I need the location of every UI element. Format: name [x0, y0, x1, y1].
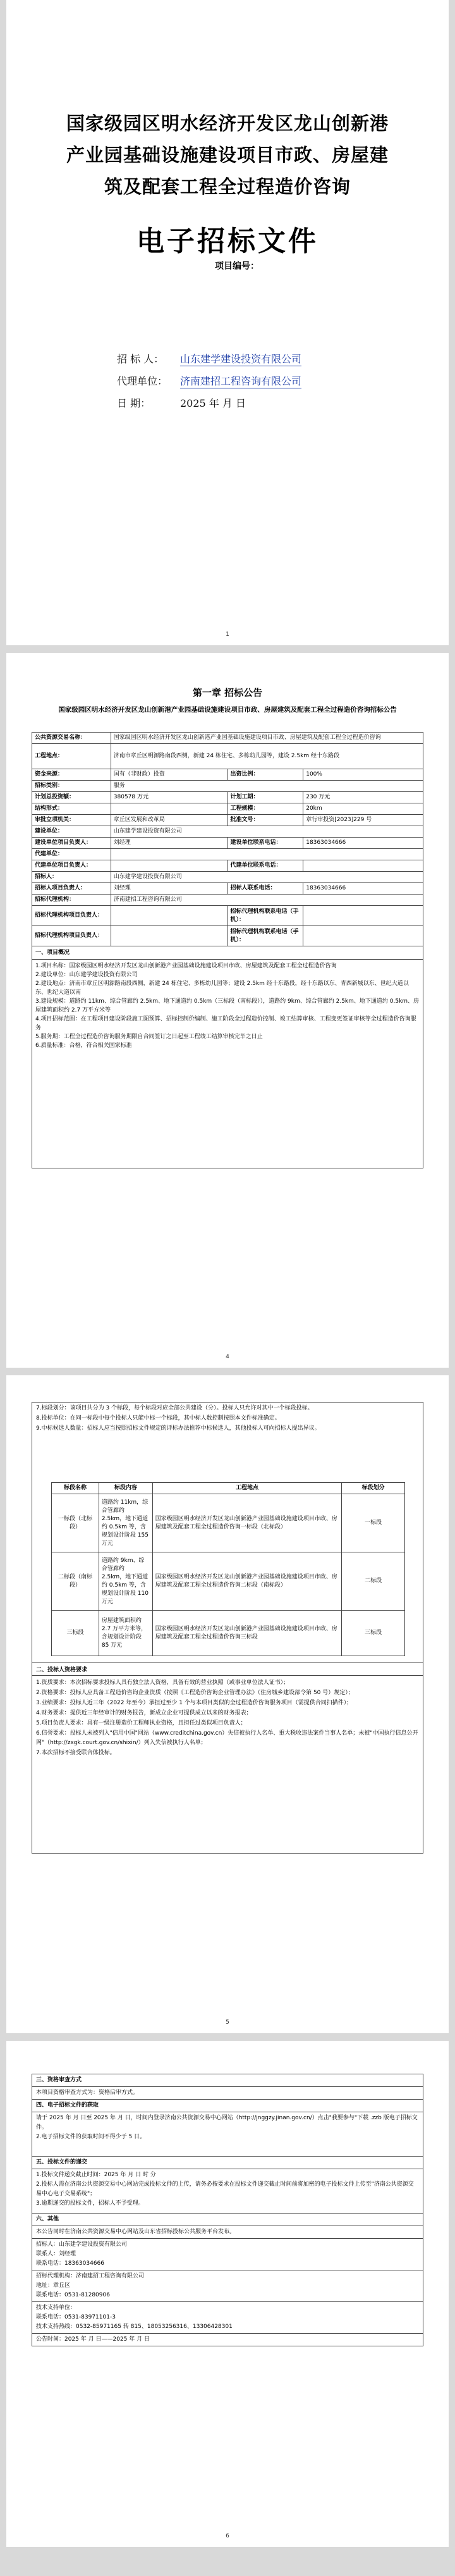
- table-cell: 代建单位项目负责人：: [32, 860, 111, 872]
- agent-line: [117, 373, 301, 388]
- overview-item: 1.项目名称：国家级园区明水经济开发区龙山创新港产业园基础设施建设项目市政、房屋建筑及配套工程全过程造价咨询: [35, 963, 337, 969]
- table-header: 标段名称: [52, 1483, 99, 1494]
- table-cell: 建设单位项目负责人：: [32, 838, 111, 849]
- table-row: [32, 895, 423, 906]
- table-cell: 道路约 11km，综合管廊约 2.5km，地下通道约 0.5km 等，含规划设计阶段 155 万元: [99, 1494, 152, 1552]
- table-cell: 20km: [303, 803, 423, 815]
- table-row: [32, 838, 423, 849]
- table-cell: 一标段: [342, 1494, 405, 1552]
- table-cell: 济南建招工程咨询有限公司: [111, 895, 423, 906]
- contact-line: 招标人：山东建学建设投资有限公司: [36, 2241, 128, 2248]
- sec6-body: 本公告同时在济南公共资源交易中心网站及山东省招标投标公共服务平台发布。: [32, 2226, 423, 2239]
- table-cell: 章丘区发展和改革局: [111, 815, 228, 826]
- sec3-body: 本项目资格审查方式为：资格后审方式。: [32, 2087, 423, 2100]
- table-row: [32, 883, 423, 895]
- document-title: 电子招标文件: [136, 225, 318, 257]
- tenderer-label: 招 标 人：: [117, 353, 164, 365]
- contact-agent: [32, 2270, 423, 2302]
- lots-table: [51, 1482, 405, 1656]
- lots-intro: [32, 1403, 423, 1478]
- table-cell: 国家级园区明水经济开发区龙山创新港产业园基础设施建设项目市政、房屋建筑及配套工程全过程造价咨询一标段（北标段）: [152, 1494, 341, 1552]
- date-value: 2025 年 月 日: [180, 397, 246, 409]
- table-cell: 招标代理机构联系电话（手机）：: [228, 906, 303, 926]
- table-cell: 招标人：: [32, 872, 111, 883]
- chapter-title: 第一章 招标公告: [192, 687, 263, 698]
- table-cell: 批准文号：: [228, 815, 303, 826]
- table-cell: 一标段（北标段）: [52, 1494, 99, 1552]
- table-cell: [111, 926, 228, 946]
- tenderer-value: 山东建学建设投资有限公司: [180, 353, 302, 365]
- page-number: 1: [226, 631, 229, 638]
- sec5-item: 1.投标文件递交截止时间：2025 年 月 日 时 分: [36, 2172, 156, 2178]
- procedure-page: [6, 2041, 449, 2547]
- table-header: 标段划分: [342, 1483, 405, 1494]
- project-info-table: [32, 732, 423, 1168]
- contact-line: 技术支持热线：0532-85971165 转 815、18053256316、13306428301: [36, 2324, 233, 2330]
- table-cell: 招标人联系电话：: [228, 883, 303, 895]
- contact-line: 联系电话：0531-81280906: [36, 2292, 110, 2298]
- contact-line: 联系电话：0531-83971101-3: [36, 2314, 116, 2320]
- table-row: [32, 926, 423, 946]
- table-row: [52, 1494, 405, 1552]
- table-row: [32, 826, 423, 838]
- table-cell: 380578 万元: [111, 792, 228, 803]
- sec5-body: [32, 2169, 423, 2214]
- table-row: [32, 860, 423, 872]
- sec4-body: [32, 2112, 423, 2157]
- table-cell: [111, 849, 423, 860]
- table-cell: 230 万元: [303, 792, 423, 803]
- table-cell: [303, 906, 423, 926]
- table-cell: 二标段（南标段）: [52, 1552, 99, 1611]
- overview-item: 6.质量标准：合格，符合相关国家标准: [35, 1043, 132, 1049]
- tenderer-line: [117, 351, 301, 366]
- table-cell: [111, 906, 228, 926]
- table-cell: 建设单位：: [32, 826, 111, 838]
- table-cell: 代建单位：: [32, 849, 111, 860]
- project-number-label: 项目编号：: [215, 261, 259, 271]
- table-cell: 招标人项目负责人：: [32, 883, 111, 895]
- sec5-item: 2.投标人需在济南公共资源交易中心网站完成投标文件的上传，请务必按要求在投标文件递交截止时间前将加密的电子投标文件上传至"济南公共资源交易中心电子交易系统"；: [36, 2181, 414, 2197]
- table-cell: 招标代理机构：: [32, 895, 111, 906]
- table-cell: 公共资源交易名称：: [32, 733, 111, 744]
- contact-line: 联系电话：18363034666: [36, 2260, 104, 2267]
- date-label: 日 期：: [117, 397, 151, 409]
- publish-time: 公告时间：2025 年 月 日——2025 年 月 日: [32, 2334, 423, 2346]
- contact-line: 招标代理机构：济南建招工程咨询有限公司: [36, 2273, 145, 2279]
- contact-line: 联系人：刘经理: [36, 2251, 76, 2257]
- overview-body: [32, 960, 423, 1168]
- table-cell: 审批立项机关：: [32, 815, 111, 826]
- table-header: 标段内容: [99, 1483, 152, 1494]
- table-cell: [303, 860, 423, 872]
- table-cell: 招标代理机构项目负责人：: [32, 906, 111, 926]
- table-cell: 国家级园区明水经济开发区龙山创新港产业园基础设施建设项目市政、房屋建筑及配套工程全过程造价咨询三标段: [152, 1611, 341, 1656]
- notice-subtitle: 国家级园区明水经济开发区龙山创新港产业园基础设施建设项目市政、房屋建筑及配套工程全过程造价咨询招标公告: [58, 706, 397, 714]
- table-cell: 房屋建筑面积约 2.7 万平方米等，含规划设计阶段 85 万元: [99, 1611, 152, 1656]
- table-row: [32, 803, 423, 815]
- agent-label: 代理单位：: [117, 375, 168, 387]
- table-cell: 刘经理: [111, 838, 228, 849]
- table-row: [32, 744, 423, 769]
- table-row: [32, 906, 423, 926]
- requirement-item: 5.项目负责人要求：具有一级注册造价工程师执业资格，且担任过类似项目负责人；: [36, 1720, 246, 1726]
- table-cell: 章行审投资[2023]229 号: [303, 815, 423, 826]
- table-cell: 招标代理机构项目负责人：: [32, 926, 111, 946]
- table-cell: 服务: [111, 781, 423, 792]
- table-cell: [111, 803, 228, 815]
- page-number: 5: [226, 2019, 229, 2026]
- table-cell: 山东建学建设投资有限公司: [111, 872, 423, 883]
- table-cell: 工程规模：: [228, 803, 303, 815]
- table-cell: 刘经理: [111, 883, 228, 895]
- contact-line: 地址：章丘区: [36, 2282, 71, 2289]
- cover-project-title: 国家级园区明水经济开发区龙山创新港产业园基础设施建设项目市政、房屋建筑及配套工程全过程造价咨询: [66, 113, 389, 197]
- sec4-title: 四、电子招标文件的获取: [32, 2100, 423, 2112]
- table-cell: [303, 926, 423, 946]
- date-line: [117, 395, 246, 410]
- table-cell: 代建单位联系电话：: [228, 860, 303, 872]
- table-row: [32, 872, 423, 883]
- table-cell: 建设单位联系电话：: [228, 838, 303, 849]
- requirements-title: 二、投标人资格要求: [32, 1663, 423, 1676]
- intro-item: 7.标段划分：该项目共分为 3 个标段，每个标段对应全部公共建设（分）。投标人只允许对其中一个标段投标。: [36, 1405, 313, 1411]
- page-number: 6: [226, 2533, 229, 2539]
- contact-support: [32, 2302, 423, 2334]
- contact-line: 技术支持单位：: [36, 2305, 76, 2311]
- overview-item: 4.项目招标范围：在工程项目建设阶段施工图预算、招标控制价编制、施工阶段全过程造价控制、竣工结算审核、工程变更签证审核等全过程造价咨询服务: [35, 1016, 416, 1031]
- table-cell: 100%: [303, 769, 423, 781]
- table-row: [32, 781, 423, 792]
- sec5-title: 五、投标文件的递交: [32, 2157, 423, 2169]
- contact-tenderer: [32, 2239, 423, 2270]
- requirements-body: [32, 1676, 423, 1853]
- overview-section: [32, 946, 423, 960]
- requirement-item: 6.信誉要求：投标人未被列入"信用中国"网站（www.creditchina.gov.cn）失信被执行人名单、重大税收违法案件当事人名单；未被"中国执行信息公开网"（http://zxgk.court.gov.cn/shixin/）列入失信被执行人名单；: [36, 1730, 418, 1746]
- table-header-row: [52, 1483, 405, 1494]
- table-row: [52, 1552, 405, 1611]
- table-cell: 二标段: [342, 1552, 405, 1611]
- table-cell: 结构形式：: [32, 803, 111, 815]
- table-cell: 国家级园区明水经济开发区龙山创新港产业园基础设施建设项目市政、房屋建筑及配套工程全过程造价咨询: [111, 733, 423, 744]
- table-cell: 国有（非财政）投资: [111, 769, 228, 781]
- requirement-item: 1.资质要求：本次招标要求投标人具有独立法人资格，具备有效的营业执照（或事业单位法人证书）；: [36, 1680, 289, 1686]
- table-header: 工程地点: [152, 1483, 341, 1494]
- table-row: [32, 815, 423, 826]
- table-cell: 计划工期：: [228, 792, 303, 803]
- table-cell: 道路约 9km、综合管廊约 2.5km，地下通道约 0.5km 等，含规划设计阶段 110 万元: [99, 1552, 152, 1611]
- table-cell: 资金来源：: [32, 769, 111, 781]
- intro-item: 8.投标单位：在同一标段中每个投标人只能中标一个标段，其中标人数控制按照本文件标准确定。: [36, 1415, 281, 1421]
- table-cell: 三标段: [52, 1611, 99, 1656]
- requirement-item: 7.本次招标不接受联合体投标。: [36, 1750, 116, 1756]
- requirement-item: 4.财务要求：提供近三年经审计的财务报告，新成立企业可提供成立以来的财务报表；: [36, 1710, 252, 1716]
- overview-item: 2.建设单位：山东建学建设投资有限公司: [35, 972, 138, 978]
- intro-item: 9.中标候选人数量：招标人应当按照招标文件规定的评标办法推荐中标候选人，其他投标人可向招标人提出异议。: [36, 1425, 320, 1432]
- table-cell: 山东建学建设投资有限公司: [111, 826, 423, 838]
- sec3-title: 三、资格审查方式: [32, 2074, 423, 2087]
- sec4-item: 请于 2025 年 月 日至 2025 年 月 日，时间内登录济南公共资源交易中心网站（http://jnggzy.jinan.gov.cn/）点击"我要参与"下载 .zzb 版电子招标文件。: [36, 2115, 418, 2131]
- table-cell: 招标类别：: [32, 781, 111, 792]
- cover-page: [6, 0, 449, 645]
- procedure-frame: [32, 2074, 423, 2346]
- table-cell: 计划总投资额：: [32, 792, 111, 803]
- sec4-item: 2.电子招标文件的获取时间不得少于 5 日。: [36, 2134, 146, 2140]
- table-cell: [111, 860, 228, 872]
- table-cell: 国家级园区明水经济开发区龙山创新港产业园基础设施建设项目市政、房屋建筑及配套工程全过程造价咨询二标段（南标段）: [152, 1552, 341, 1611]
- table-cell: 三标段: [342, 1611, 405, 1656]
- table-row: [52, 1611, 405, 1656]
- table-row: [32, 849, 423, 860]
- overview-item: 5.服务期：工程全过程造价咨询服务期限自合同签订之日起至工程竣工结算审核完毕之日止: [35, 1034, 263, 1040]
- sec5-item: 3.逾期递交的投标文件，招标人不予受理。: [36, 2200, 144, 2207]
- table-cell: 济南市章丘区明源路南段西侧，新建 24 栋住宅、多栋幼儿园等，建设 2.5km 经十东路段: [111, 744, 423, 769]
- table-row: [32, 733, 423, 744]
- table-row: [32, 769, 423, 781]
- lots-frame: [32, 1402, 423, 1854]
- table-cell: 18363034666: [303, 883, 423, 895]
- table-cell: 出资比例：: [228, 769, 303, 781]
- requirement-item: 2.资格要求：投标人应具备工程造价咨询企业资质（按照《工程造价咨询企业管理办法》（住房城乡建设部令第 50 号）规定）；: [36, 1690, 354, 1696]
- sec6-title: 六、其他: [32, 2214, 423, 2226]
- overview-item: 3.建设规模：道路约 11km、综合管廊约 2.5km、地下通道约 0.5km（三标段（南标段）），道路约 9km、综合管廊约 2.5km、地下通道约 0.5km、房屋建筑面积约 2.7 万平方米等: [35, 998, 420, 1013]
- lots-page: [6, 1375, 449, 2033]
- table-cell: 工程地点：: [32, 744, 111, 769]
- table-row: [32, 792, 423, 803]
- table-cell: 招标代理机构联系电话（手机）：: [228, 926, 303, 946]
- notice-page: [6, 653, 449, 1368]
- overview-title: 一、项目概况: [35, 950, 70, 956]
- overview-item: 2.建设地点：济南市章丘区明源路南段西侧，新建 24 栋住宅、多栋幼儿园等；建设 2.5km 经十东路段，经十东路以东、青西新城以东、世纪大道以东、世纪大道以南: [35, 981, 409, 996]
- page-number: 4: [226, 1354, 229, 1360]
- lots-table-wrap: [32, 1478, 423, 1663]
- agent-value: 济南建招工程咨询有限公司: [180, 375, 302, 387]
- table-cell: 18363034666: [303, 838, 423, 849]
- requirement-item: 3.业绩要求：投标人近三年（2022 年至今）承担过至少 1 个与本项目类似的全过程造价咨询服务项目（需提供合同扫描件）；: [36, 1700, 353, 1706]
